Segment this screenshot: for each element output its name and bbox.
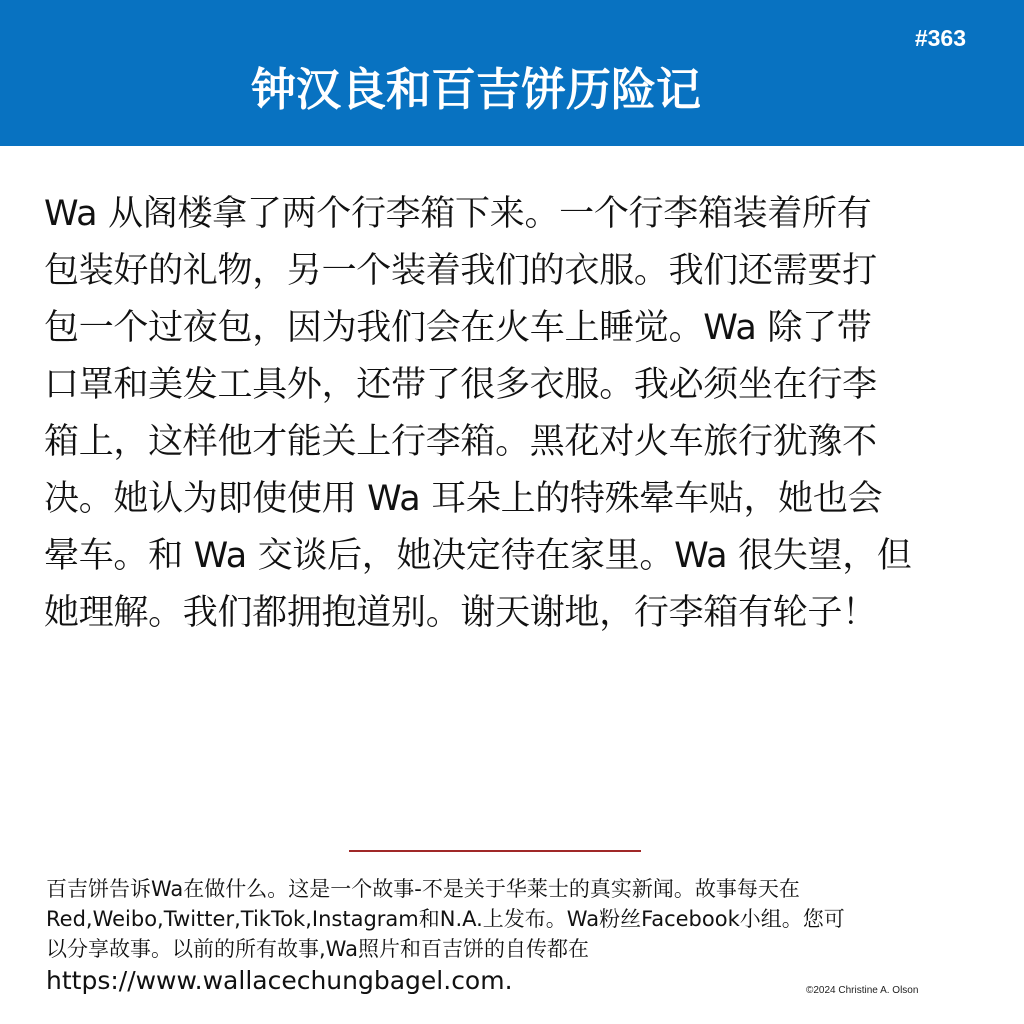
page-title: 钟汉良和百吉饼历险记 bbox=[250, 63, 701, 116]
story-line: 包装好的礼物，另一个装着我们的衣服。我们还需要打 bbox=[44, 251, 877, 291]
story-line: 箱上，这样他才能关上行李箱。黑花对火车旅行犹豫不 bbox=[44, 422, 877, 462]
footer-line: 以分享故事。以前的所有故事,Wa照片和百吉饼的自传都在 bbox=[46, 937, 589, 961]
story-line: 晕车。和 Wa 交谈后，她决定待在家里。Wa 很失望，但 bbox=[44, 536, 912, 576]
story-line: 她理解。我们都拥抱道别。谢天谢地，行李箱有轮子！ bbox=[44, 593, 877, 633]
footer-line: Red,Weibo,Twitter,TikTok,Instagram和N.A.上发布。Wa粉丝Facebook小组。您可 bbox=[46, 907, 845, 931]
story-line: 决。她认为即使使用 Wa 耳朵上的特殊晕车贴，她也会 bbox=[44, 479, 883, 519]
website-url: https://www.wallacechungbagel.com. bbox=[46, 966, 513, 995]
header-banner bbox=[0, 0, 1024, 146]
story-line: 包一个过夜包，因为我们会在火车上睡觉。Wa 除了带 bbox=[44, 308, 872, 348]
story-line: 口罩和美发工具外，还带了很多衣服。我必须坐在行李 bbox=[44, 365, 877, 405]
story-text bbox=[44, 186, 980, 642]
footer-note bbox=[46, 874, 976, 998]
footer-line: 百吉饼告诉Wa在做什么。这是一个故事-不是关于华莱士的真实新闻。故事每天在 bbox=[46, 877, 800, 901]
story-line: Wa 从阁楼拿了两个行李箱下来。一个行李箱装着所有 bbox=[44, 194, 872, 234]
episode-number: #363 bbox=[914, 25, 966, 51]
copyright-notice: ©2024 Christine A. Olson bbox=[806, 985, 919, 996]
divider-line bbox=[349, 850, 641, 852]
